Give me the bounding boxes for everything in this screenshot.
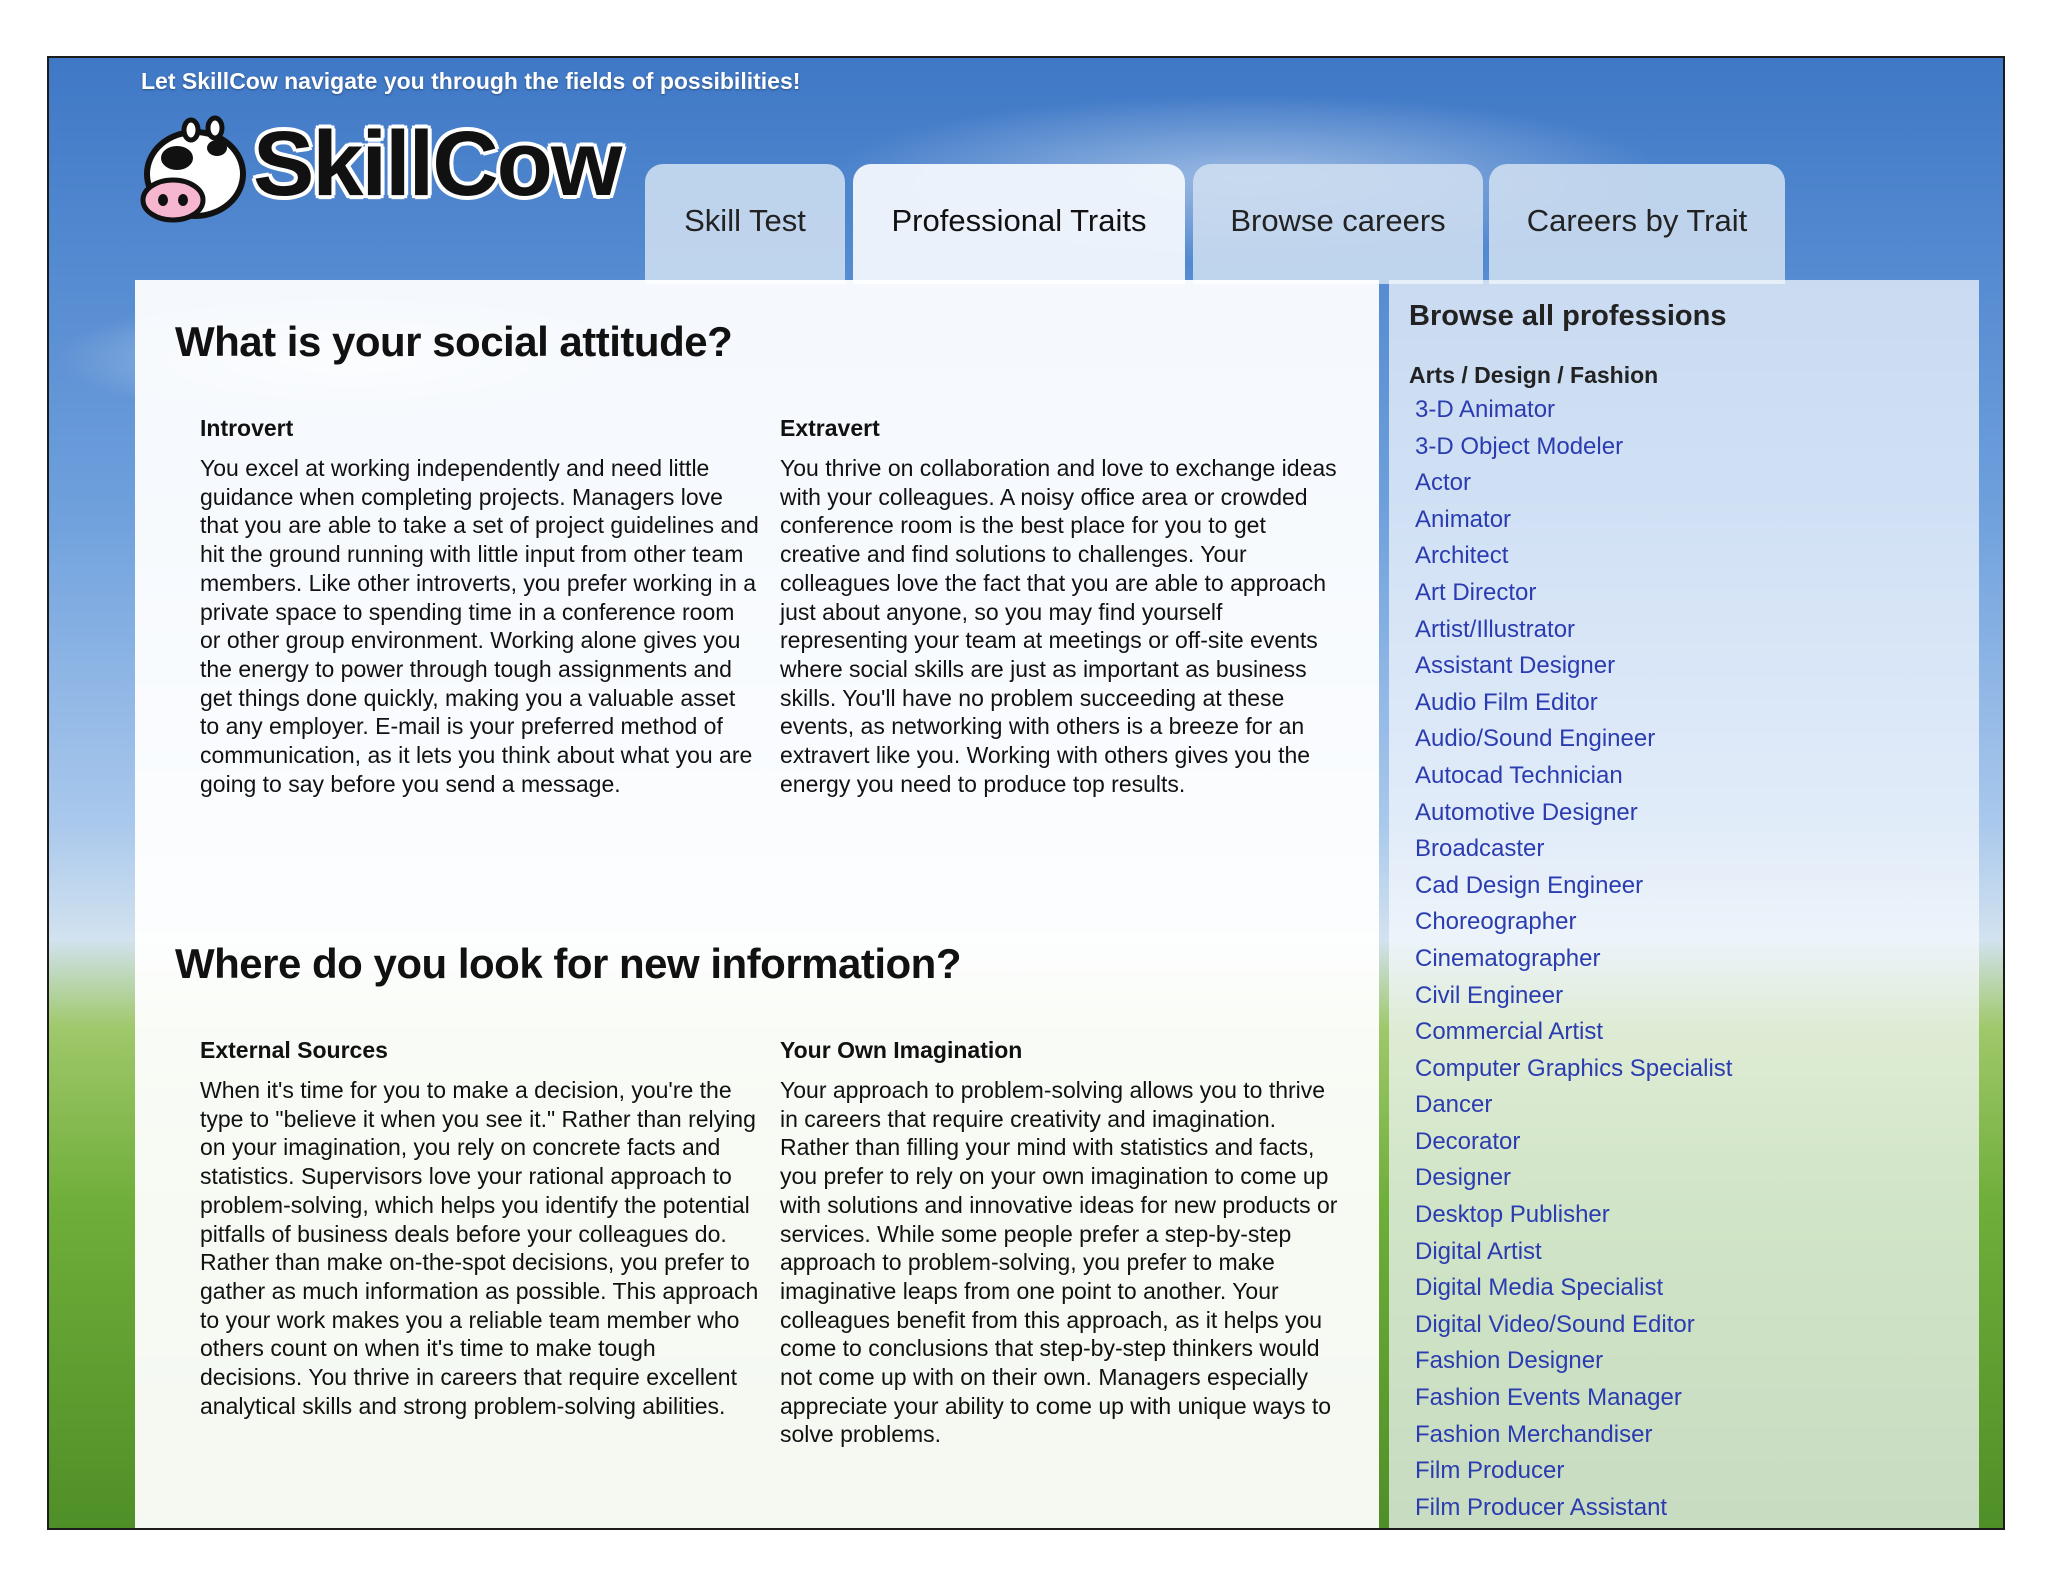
- main-content: [135, 280, 1379, 1530]
- tab-skill-test[interactable]: Skill Test: [645, 164, 845, 284]
- profession-link[interactable]: Civil Engineer: [1415, 981, 1564, 1009]
- profession-link[interactable]: Film Producer: [1415, 1457, 1565, 1485]
- profession-link[interactable]: Fashion Designer: [1415, 1347, 1604, 1375]
- profession-link[interactable]: Desktop Publisher: [1415, 1201, 1610, 1229]
- tab-browse-careers[interactable]: Browse careers: [1193, 164, 1483, 284]
- trait-description: You excel at working independently and need little guidance when completing projects. Managers love that you are able to take a set of project guidelines and hit the ground running with little input from other team members. Like other introverts, you prefer working in a private space to spending time in a conference room or other group environment. Working alone gives you the energy to power through tough assignments and get things done quickly, making you a valuable asset to any employer. E-mail is your preferred method of communication, as it lets you think about what you are going to say before you send a message.: [200, 455, 759, 797]
- profession-link[interactable]: Animator: [1415, 505, 1512, 533]
- profession-link[interactable]: 3-D Object Modeler: [1415, 432, 1624, 460]
- trait-extravert: [780, 415, 1340, 798]
- profession-link[interactable]: Fashion Merchandiser: [1415, 1420, 1653, 1448]
- profession-link[interactable]: Actor: [1415, 469, 1472, 497]
- profession-link[interactable]: Artist/Illustrator: [1415, 615, 1576, 643]
- profession-link[interactable]: 3-D Animator: [1415, 396, 1556, 423]
- tab-careers-by-trait[interactable]: Careers by Trait: [1489, 164, 1785, 284]
- category-heading: Arts / Design / Fashion: [1409, 362, 1659, 388]
- trait-description: Your approach to problem-solving allows you to thrive in careers that require creativity and imagination. Rather than filling your mind with statistics and facts, you prefer to rely on your own imagination to come up with solutions and innovative ideas for new products or services. While some people prefer a step-by-step approach to problem-solving, you prefer to make imaginative leaps from one point to another. Your colleagues benefit from this approach, as it helps you come to conclusions that step-by-step thinkers would not come up with on their own. Managers especially appreciate your ability to come up with unique ways to solve problems.: [780, 1077, 1338, 1448]
- profession-link[interactable]: Digital Media Specialist: [1415, 1274, 1664, 1302]
- profession-link[interactable]: Assistant Designer: [1415, 652, 1616, 680]
- trait-your-own-imagination: [780, 1037, 1340, 1449]
- section-heading-social-attitude: What is your social attitude?: [175, 318, 733, 365]
- trait-description: When it's time for you to make a decision, you're the type to "believe it when you see it." Rather than relying on your imagination, you rely on concrete facts and statistics. Supervisors love your rational approach to problem-solving, which helps you identify the potential pitfalls of business deals before your colleagues do. Rather than make on-the-spot decisions, you prefer to gather as much information as possible. This approach to your work makes you a reliable team member who others count on when it's time to make tough decisions. You thrive in careers that require excellent analytical skills and strong problem-solving abilities.: [200, 1077, 759, 1419]
- profession-link[interactable]: Commercial Artist: [1415, 1018, 1604, 1046]
- profession-link[interactable]: Broadcaster: [1415, 835, 1545, 863]
- profession-link[interactable]: Architect: [1415, 542, 1509, 570]
- site-tagline: Let SkillCow navigate you through the fields of possibilities!: [141, 68, 801, 94]
- trait-description: You thrive on collaboration and love to exchange ideas with your colleagues. A noisy office area or crowded conference room is the best place for you to get creative and find solutions to challenges. Your colleagues love the fact that you are able to approach just about anyone, so you may find yourself representing your team at meetings or off-site events where social skills are just as important as business skills. You'll have no problem succeeding at these events, as networking with others is a breeze for an extravert like you. Working with others gives you the energy you need to produce top results.: [780, 455, 1337, 797]
- trait-title: Introvert: [200, 415, 294, 441]
- profession-link[interactable]: Dancer: [1415, 1091, 1493, 1119]
- profession-link[interactable]: Automotive Designer: [1415, 798, 1638, 826]
- cow-icon: [133, 108, 263, 228]
- profession-list: [1415, 392, 1732, 1526]
- profession-link[interactable]: Art Director: [1415, 578, 1537, 606]
- trait-title: Your Own Imagination: [780, 1037, 1023, 1063]
- profession-link[interactable]: Film Producer Assistant: [1415, 1493, 1668, 1521]
- profession-link[interactable]: Cad Design Engineer: [1415, 871, 1644, 899]
- profession-link[interactable]: Fashion Events Manager: [1415, 1384, 1682, 1412]
- profession-link[interactable]: Designer: [1415, 1164, 1512, 1192]
- section-heading-new-information: Where do you look for new information?: [175, 940, 961, 987]
- sidebar-title: Browse all professions: [1409, 300, 1727, 332]
- profession-link[interactable]: Digital Video/Sound Editor: [1415, 1310, 1695, 1338]
- trait-external-sources: [200, 1037, 760, 1420]
- profession-link[interactable]: Audio/Sound Engineer: [1415, 725, 1656, 753]
- profession-link[interactable]: Digital Artist: [1415, 1237, 1542, 1265]
- profession-link[interactable]: Decorator: [1415, 1127, 1521, 1155]
- trait-introvert: [200, 415, 760, 798]
- logo-wordmark: SkillCow: [253, 113, 621, 215]
- trait-title: Extravert: [780, 415, 880, 441]
- browser-viewport: [47, 56, 2005, 1530]
- profession-link[interactable]: Computer Graphics Specialist: [1415, 1054, 1733, 1082]
- professions-sidebar: [1389, 280, 1979, 1530]
- profession-link[interactable]: Audio Film Editor: [1415, 688, 1598, 716]
- tab-professional-traits[interactable]: Professional Traits: [853, 164, 1185, 284]
- profession-link[interactable]: Cinematographer: [1415, 944, 1601, 972]
- profession-link[interactable]: Choreographer: [1415, 908, 1577, 936]
- skillcow-logo[interactable]: [133, 106, 621, 246]
- profession-link[interactable]: Autocad Technician: [1415, 761, 1623, 789]
- trait-title: External Sources: [200, 1037, 388, 1063]
